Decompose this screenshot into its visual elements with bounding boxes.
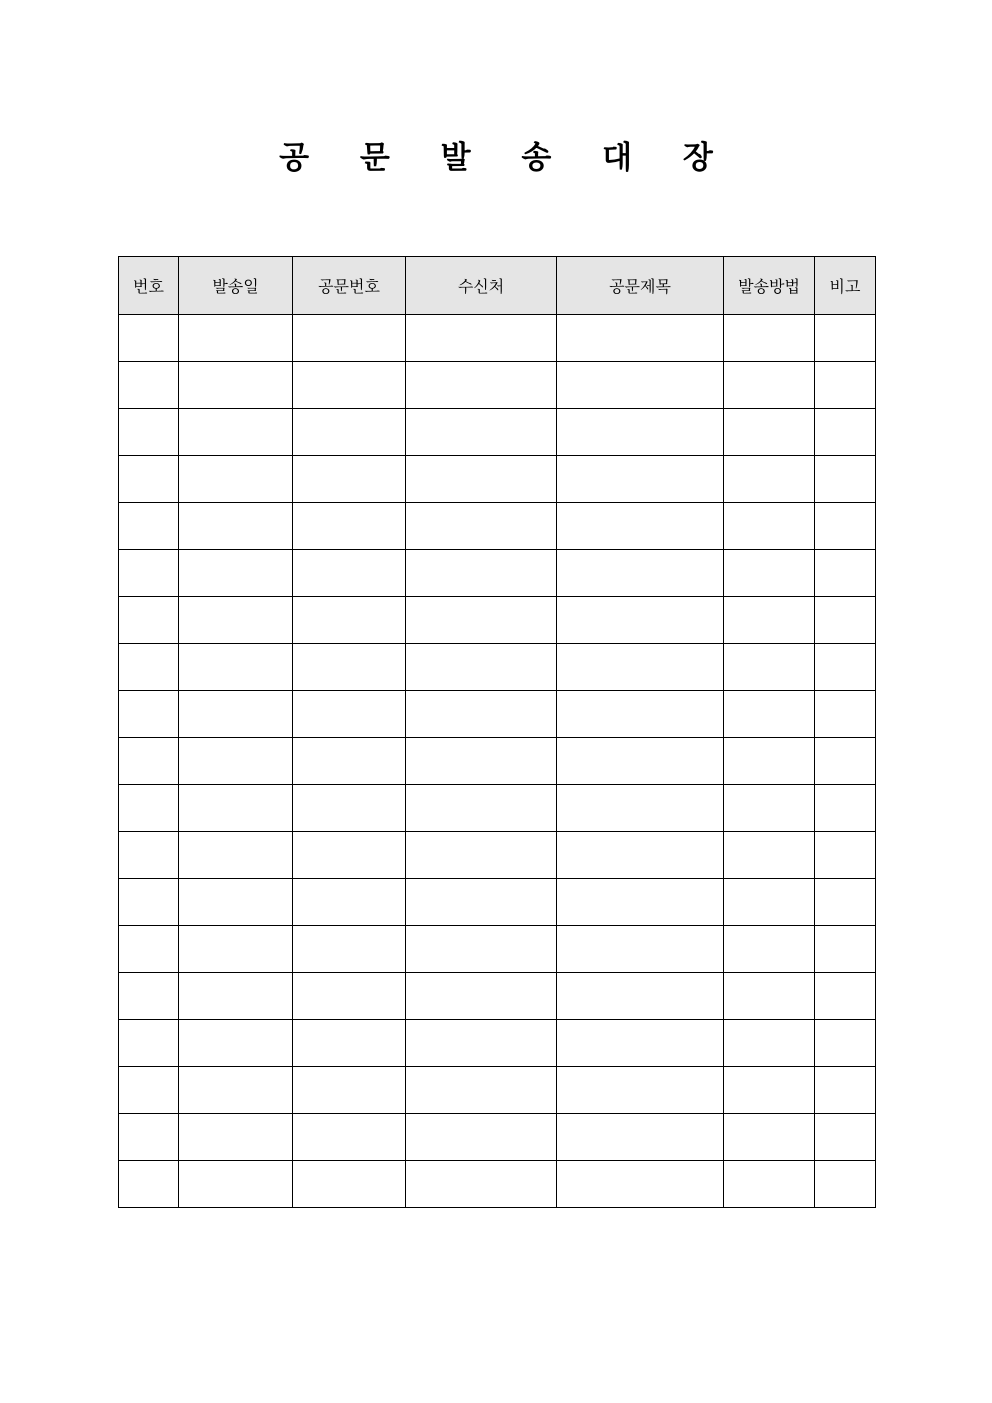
remarks-cell (815, 597, 876, 644)
header-send-date: 발송일 (179, 257, 293, 315)
send-method-cell (724, 456, 815, 503)
send-method-cell (724, 550, 815, 597)
send-date-cell (179, 1114, 293, 1161)
document-title-cell (557, 644, 724, 691)
remarks-cell (815, 926, 876, 973)
remarks-cell (815, 550, 876, 597)
document-number-cell (293, 832, 406, 879)
send-date-cell (179, 503, 293, 550)
number-cell (119, 1161, 179, 1208)
table-row (119, 691, 876, 738)
send-date-cell (179, 409, 293, 456)
send-method-cell (724, 926, 815, 973)
send-method-cell (724, 503, 815, 550)
document-title-cell (557, 973, 724, 1020)
document-title-cell (557, 1020, 724, 1067)
document-number-cell (293, 926, 406, 973)
document-title-cell (557, 597, 724, 644)
recipient-cell (406, 550, 557, 597)
document-title-cell (557, 738, 724, 785)
remarks-cell (815, 1114, 876, 1161)
recipient-cell (406, 456, 557, 503)
recipient-cell (406, 691, 557, 738)
document-number-cell (293, 597, 406, 644)
recipient-cell (406, 503, 557, 550)
send-method-cell (724, 832, 815, 879)
recipient-cell (406, 1067, 557, 1114)
remarks-cell (815, 1161, 876, 1208)
header-document-number: 공문번호 (293, 257, 406, 315)
remarks-cell (815, 738, 876, 785)
remarks-cell (815, 315, 876, 362)
header-remarks: 비고 (815, 257, 876, 315)
send-method-cell (724, 973, 815, 1020)
header-number: 번호 (119, 257, 179, 315)
document-number-cell (293, 644, 406, 691)
recipient-cell (406, 597, 557, 644)
send-date-cell (179, 315, 293, 362)
send-date-cell (179, 785, 293, 832)
table-row (119, 785, 876, 832)
remarks-cell (815, 409, 876, 456)
header-recipient: 수신처 (406, 257, 557, 315)
document-number-cell (293, 738, 406, 785)
number-cell (119, 738, 179, 785)
number-cell (119, 832, 179, 879)
remarks-cell (815, 785, 876, 832)
remarks-cell (815, 644, 876, 691)
remarks-cell (815, 1067, 876, 1114)
send-method-cell (724, 409, 815, 456)
number-cell (119, 973, 179, 1020)
header-send-method: 발송방법 (724, 257, 815, 315)
recipient-cell (406, 1114, 557, 1161)
recipient-cell (406, 832, 557, 879)
document-number-cell (293, 1020, 406, 1067)
table-row (119, 832, 876, 879)
table-row (119, 1020, 876, 1067)
document-title-cell (557, 503, 724, 550)
table-row (119, 456, 876, 503)
recipient-cell (406, 926, 557, 973)
table-row (119, 879, 876, 926)
number-cell (119, 926, 179, 973)
document-number-cell (293, 1114, 406, 1161)
table-row (119, 738, 876, 785)
number-cell (119, 503, 179, 550)
send-date-cell (179, 1067, 293, 1114)
document-number-cell (293, 503, 406, 550)
send-date-cell (179, 973, 293, 1020)
send-method-cell (724, 785, 815, 832)
send-method-cell (724, 597, 815, 644)
table-row (119, 1114, 876, 1161)
send-date-cell (179, 362, 293, 409)
table-row (119, 1161, 876, 1208)
table-row (119, 503, 876, 550)
remarks-cell (815, 362, 876, 409)
send-date-cell (179, 738, 293, 785)
remarks-cell (815, 1020, 876, 1067)
document-title-cell (557, 691, 724, 738)
remarks-cell (815, 691, 876, 738)
remarks-cell (815, 973, 876, 1020)
recipient-cell (406, 1161, 557, 1208)
number-cell (119, 456, 179, 503)
number-cell (119, 597, 179, 644)
table-row (119, 973, 876, 1020)
send-method-cell (724, 315, 815, 362)
send-method-cell (724, 644, 815, 691)
send-date-cell (179, 879, 293, 926)
send-date-cell (179, 644, 293, 691)
dispatch-ledger-table (118, 256, 876, 1208)
document-title-cell (557, 362, 724, 409)
remarks-cell (815, 503, 876, 550)
header-row (119, 257, 876, 315)
recipient-cell (406, 362, 557, 409)
document-title-cell (557, 1161, 724, 1208)
recipient-cell (406, 879, 557, 926)
table-row (119, 315, 876, 362)
document-number-cell (293, 362, 406, 409)
document-number-cell (293, 409, 406, 456)
send-method-cell (724, 362, 815, 409)
table-row (119, 597, 876, 644)
number-cell (119, 644, 179, 691)
table-row (119, 409, 876, 456)
document-number-cell (293, 879, 406, 926)
recipient-cell (406, 1020, 557, 1067)
number-cell (119, 879, 179, 926)
recipient-cell (406, 973, 557, 1020)
remarks-cell (815, 879, 876, 926)
document-number-cell (293, 315, 406, 362)
recipient-cell (406, 738, 557, 785)
send-date-cell (179, 926, 293, 973)
document-title-cell (557, 315, 724, 362)
recipient-cell (406, 315, 557, 362)
number-cell (119, 1067, 179, 1114)
send-method-cell (724, 1020, 815, 1067)
send-date-cell (179, 456, 293, 503)
send-method-cell (724, 1161, 815, 1208)
send-date-cell (179, 832, 293, 879)
document-number-cell (293, 550, 406, 597)
ledger-body (119, 315, 876, 1208)
number-cell (119, 785, 179, 832)
send-date-cell (179, 550, 293, 597)
send-method-cell (724, 691, 815, 738)
document-number-cell (293, 1067, 406, 1114)
send-date-cell (179, 691, 293, 738)
send-date-cell (179, 1161, 293, 1208)
document-title-cell (557, 1114, 724, 1161)
document-number-cell (293, 785, 406, 832)
recipient-cell (406, 644, 557, 691)
document-number-cell (293, 1161, 406, 1208)
table-row (119, 550, 876, 597)
table-row (119, 1067, 876, 1114)
table-row (119, 644, 876, 691)
number-cell (119, 362, 179, 409)
document-title-cell (557, 879, 724, 926)
header-document-title: 공문제목 (557, 257, 724, 315)
document-title-cell (557, 832, 724, 879)
document-title-cell (557, 456, 724, 503)
number-cell (119, 550, 179, 597)
number-cell (119, 1114, 179, 1161)
table-row (119, 926, 876, 973)
document-title-cell (557, 785, 724, 832)
document-number-cell (293, 691, 406, 738)
send-method-cell (724, 738, 815, 785)
document-number-cell (293, 456, 406, 503)
document-title-cell (557, 926, 724, 973)
remarks-cell (815, 456, 876, 503)
document-title-cell (557, 1067, 724, 1114)
send-date-cell (179, 1020, 293, 1067)
send-method-cell (724, 879, 815, 926)
send-date-cell (179, 597, 293, 644)
send-method-cell (724, 1114, 815, 1161)
send-method-cell (724, 1067, 815, 1114)
number-cell (119, 1020, 179, 1067)
number-cell (119, 315, 179, 362)
document-number-cell (293, 973, 406, 1020)
document-title-cell (557, 550, 724, 597)
recipient-cell (406, 785, 557, 832)
recipient-cell (406, 409, 557, 456)
document-title: 공 문 발 송 대 장 (279, 140, 733, 176)
number-cell (119, 409, 179, 456)
table-row (119, 362, 876, 409)
remarks-cell (815, 832, 876, 879)
document-title-cell (557, 409, 724, 456)
number-cell (119, 691, 179, 738)
